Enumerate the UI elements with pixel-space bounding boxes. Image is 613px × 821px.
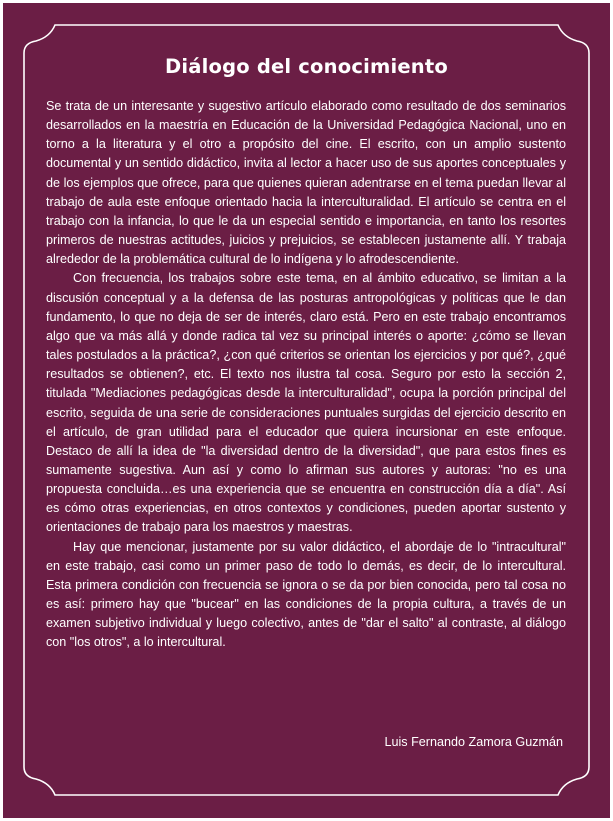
paragraph: Se trata de un interesante y sugestivo artículo elaborado como resultado de dos seminarios desarrollados en la maestría en Educación de la Universidad Pedagógica Nacional, uno en torno a la literatura y el otro a propósito del cine. El escrito, con un amplio sustento documental y un sentido didáctico, invita al lector a hacer uso de sus aportes conceptuales y de los ejemplos que ofrece, para que quienes quieran adentrarse en el tema puedan llevar al trabajo de aula este enfoque orientado hacia la interculturalidad. El artículo se centra en el trabajo con la infancia, lo que le da un especial sentido e importancia, en tanto los resortes primeros de nuestras actitudes, juicios y prejuicios, se establecen justamente allí. Y trabaja alrededor de la problemática cultural de lo indígena y lo afrodescendiente.	[46, 99, 566, 267]
article-body	[46, 97, 566, 653]
article-title: Diálogo del conocimiento	[164, 55, 449, 78]
paragraph: Hay que mencionar, justamente por su valor didáctico, el abordaje de lo "intracultural" en este trabajo, casi como un primer paso de todo lo demás, es decir, de lo intercultural. Esta primera condición con frecuencia se ignora o se da por bien conocida, pero tal cosa no es así: primero hay que "bucear" en las condiciones de la propia cultura, a través de un examen subjetivo individual y luego colectivo, antes de "dar el salto" al contraste, al diálogo con "los otros", a lo intercultural.	[46, 539, 566, 650]
article-panel	[3, 3, 610, 818]
author-signature: Luis Fernando Zamora Guzmán	[384, 735, 563, 749]
paragraph: Con frecuencia, los trabajos sobre este tema, en al ámbito educativo, se limitan a la discusión conceptual y a la defensa de las posturas antropológicas y políticas que le dan fundamento, lo que no deja de ser de interés, claro está. Pero en este trabajo encontramos algo que va más allá y donde radica tal vez su principal interés o aporte: ¿cómo se llevan tales postulados a la práctica?, ¿con qué criterios se orientan los ejercicios y por qué?, ¿qué resultados se obtienen?, etc. El texto nos ilustra tal cosa. Seguro por esto la sección 2, titulada "Mediaciones pedagógicas desde la interculturalidad", ocupa la porción principal del escrito, seguida de una serie de consideraciones puntuales surgidas del ejercicio descrito en el artículo, de gran utilidad para el educador que quiera incursionar en este enfoque. Destaco de allí la idea de "la diversidad dentro de la diversidad", que para estos fines es sumamente sugestiva. Aun así y como lo afirman sus autores y autoras: "no es una propuesta concluida…es una experiencia que se encuentra en construcción día a día". Así es cómo otras experiencias, en otros contextos y condiciones, pueden aportar sustento y orientaciones de trabajo para los maestros y maestras.	[46, 271, 566, 535]
